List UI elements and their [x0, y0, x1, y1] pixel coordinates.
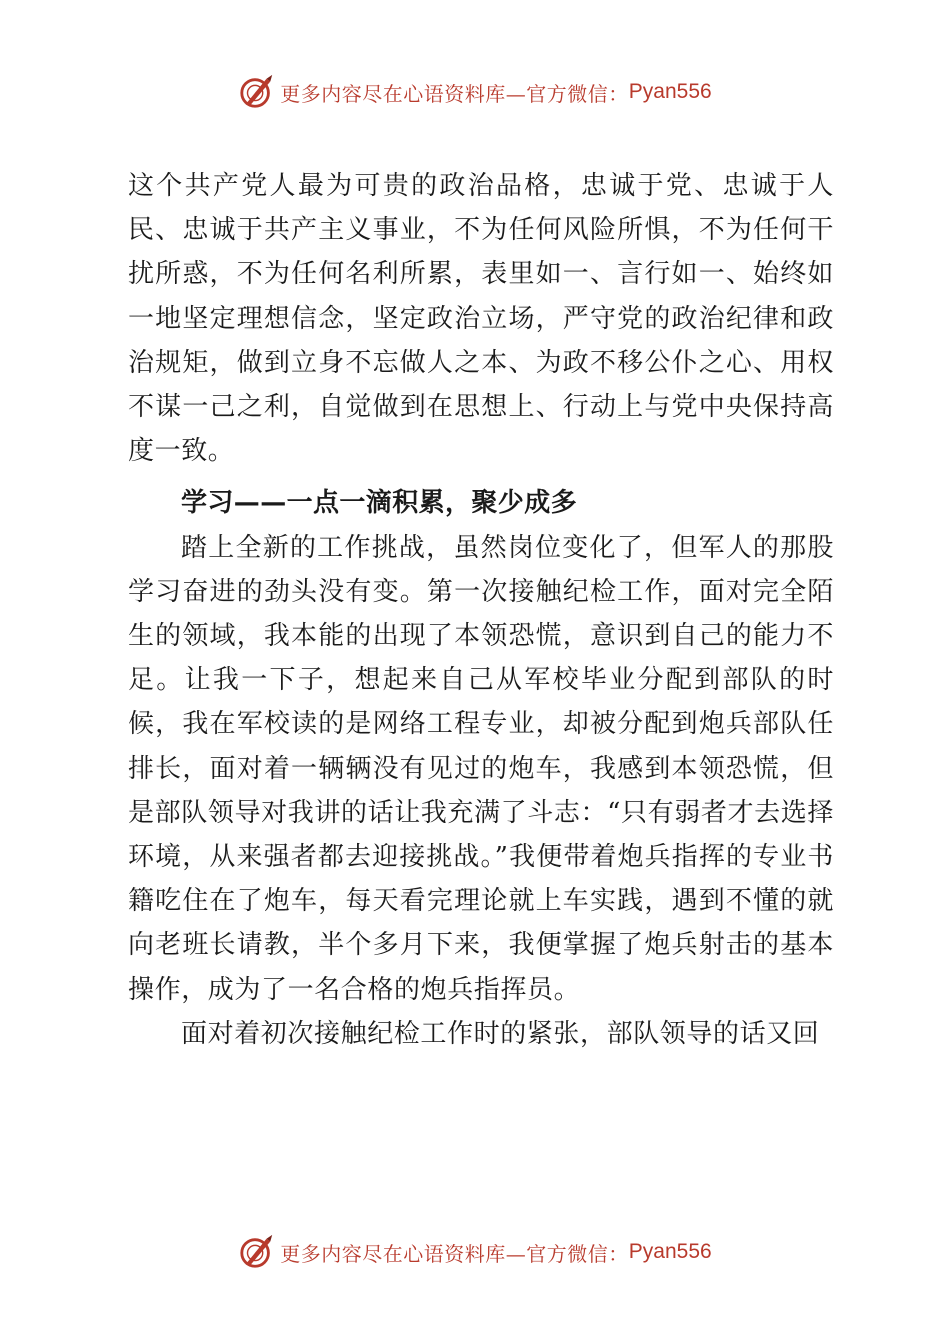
header-promo-text: 更多内容尽在心语资料库—官方微信： — [280, 81, 629, 106]
footer-promo-text: 更多内容尽在心语资料库—官方微信： — [280, 1241, 629, 1266]
footer-wechat-id: Pyan556 — [628, 1240, 712, 1263]
quill-pen-logo-icon — [238, 1233, 276, 1271]
paragraph-new-challenge: 踏上全新的工作挑战，虽然岗位变化了，但军人的那股学习奋进的劲头没有变。第一次接触纪检工作，面对完全陌生的领域，我本能的出现了本领恐慌，意识到自己的能力不足。让我一下子，想起来自己从军校毕业分配到部队的时候，我在军校读的是网络工程专业，却被分配到炮兵部队任排长，面对着一辆辆没有见过的炮车，我感到本领恐慌，但是部队领导对我讲的话让我充满了斗志：“只有弱者才去选择环境，从来强者都去迎接挑战。”我便带着炮兵指挥的专业书籍吃住在了炮车，每天看完理论就上车实践，遇到不懂的就向老班长请教，半个多月下来，我便掌握了炮兵射击的基本操作，成为了一名合格的炮兵指挥员。 — [128, 532, 834, 1005]
header-banner — [0, 70, 950, 114]
paragraph-loyalty: 这个共产党人最为可贵的政治品格，忠诚于党、忠诚于人民、忠诚于共产主义事业，不为任何风险所惧，不为任何干扰所惑，不为任何名利所累，表里如一、言行如一、始终如一地坚定理想信念，坚定政治立场，严守党的政治纪律和政治规矩，做到立身不忘做人之本、为政不移公仆之心、用权不谋一己之利，自觉做到在思想上、行动上与党中央保持高度一致。 — [128, 171, 834, 467]
document-body — [128, 164, 834, 1056]
section-heading-study: 学习——一点一滴积累，聚少成多 — [181, 488, 578, 519]
paragraph-continued: 面对着初次接触纪检工作时的紧张，部队领导的话又回 — [181, 1018, 820, 1049]
quill-pen-logo-icon — [238, 73, 276, 111]
header-wechat-id: Pyan556 — [628, 80, 712, 103]
footer-banner — [0, 1230, 950, 1274]
